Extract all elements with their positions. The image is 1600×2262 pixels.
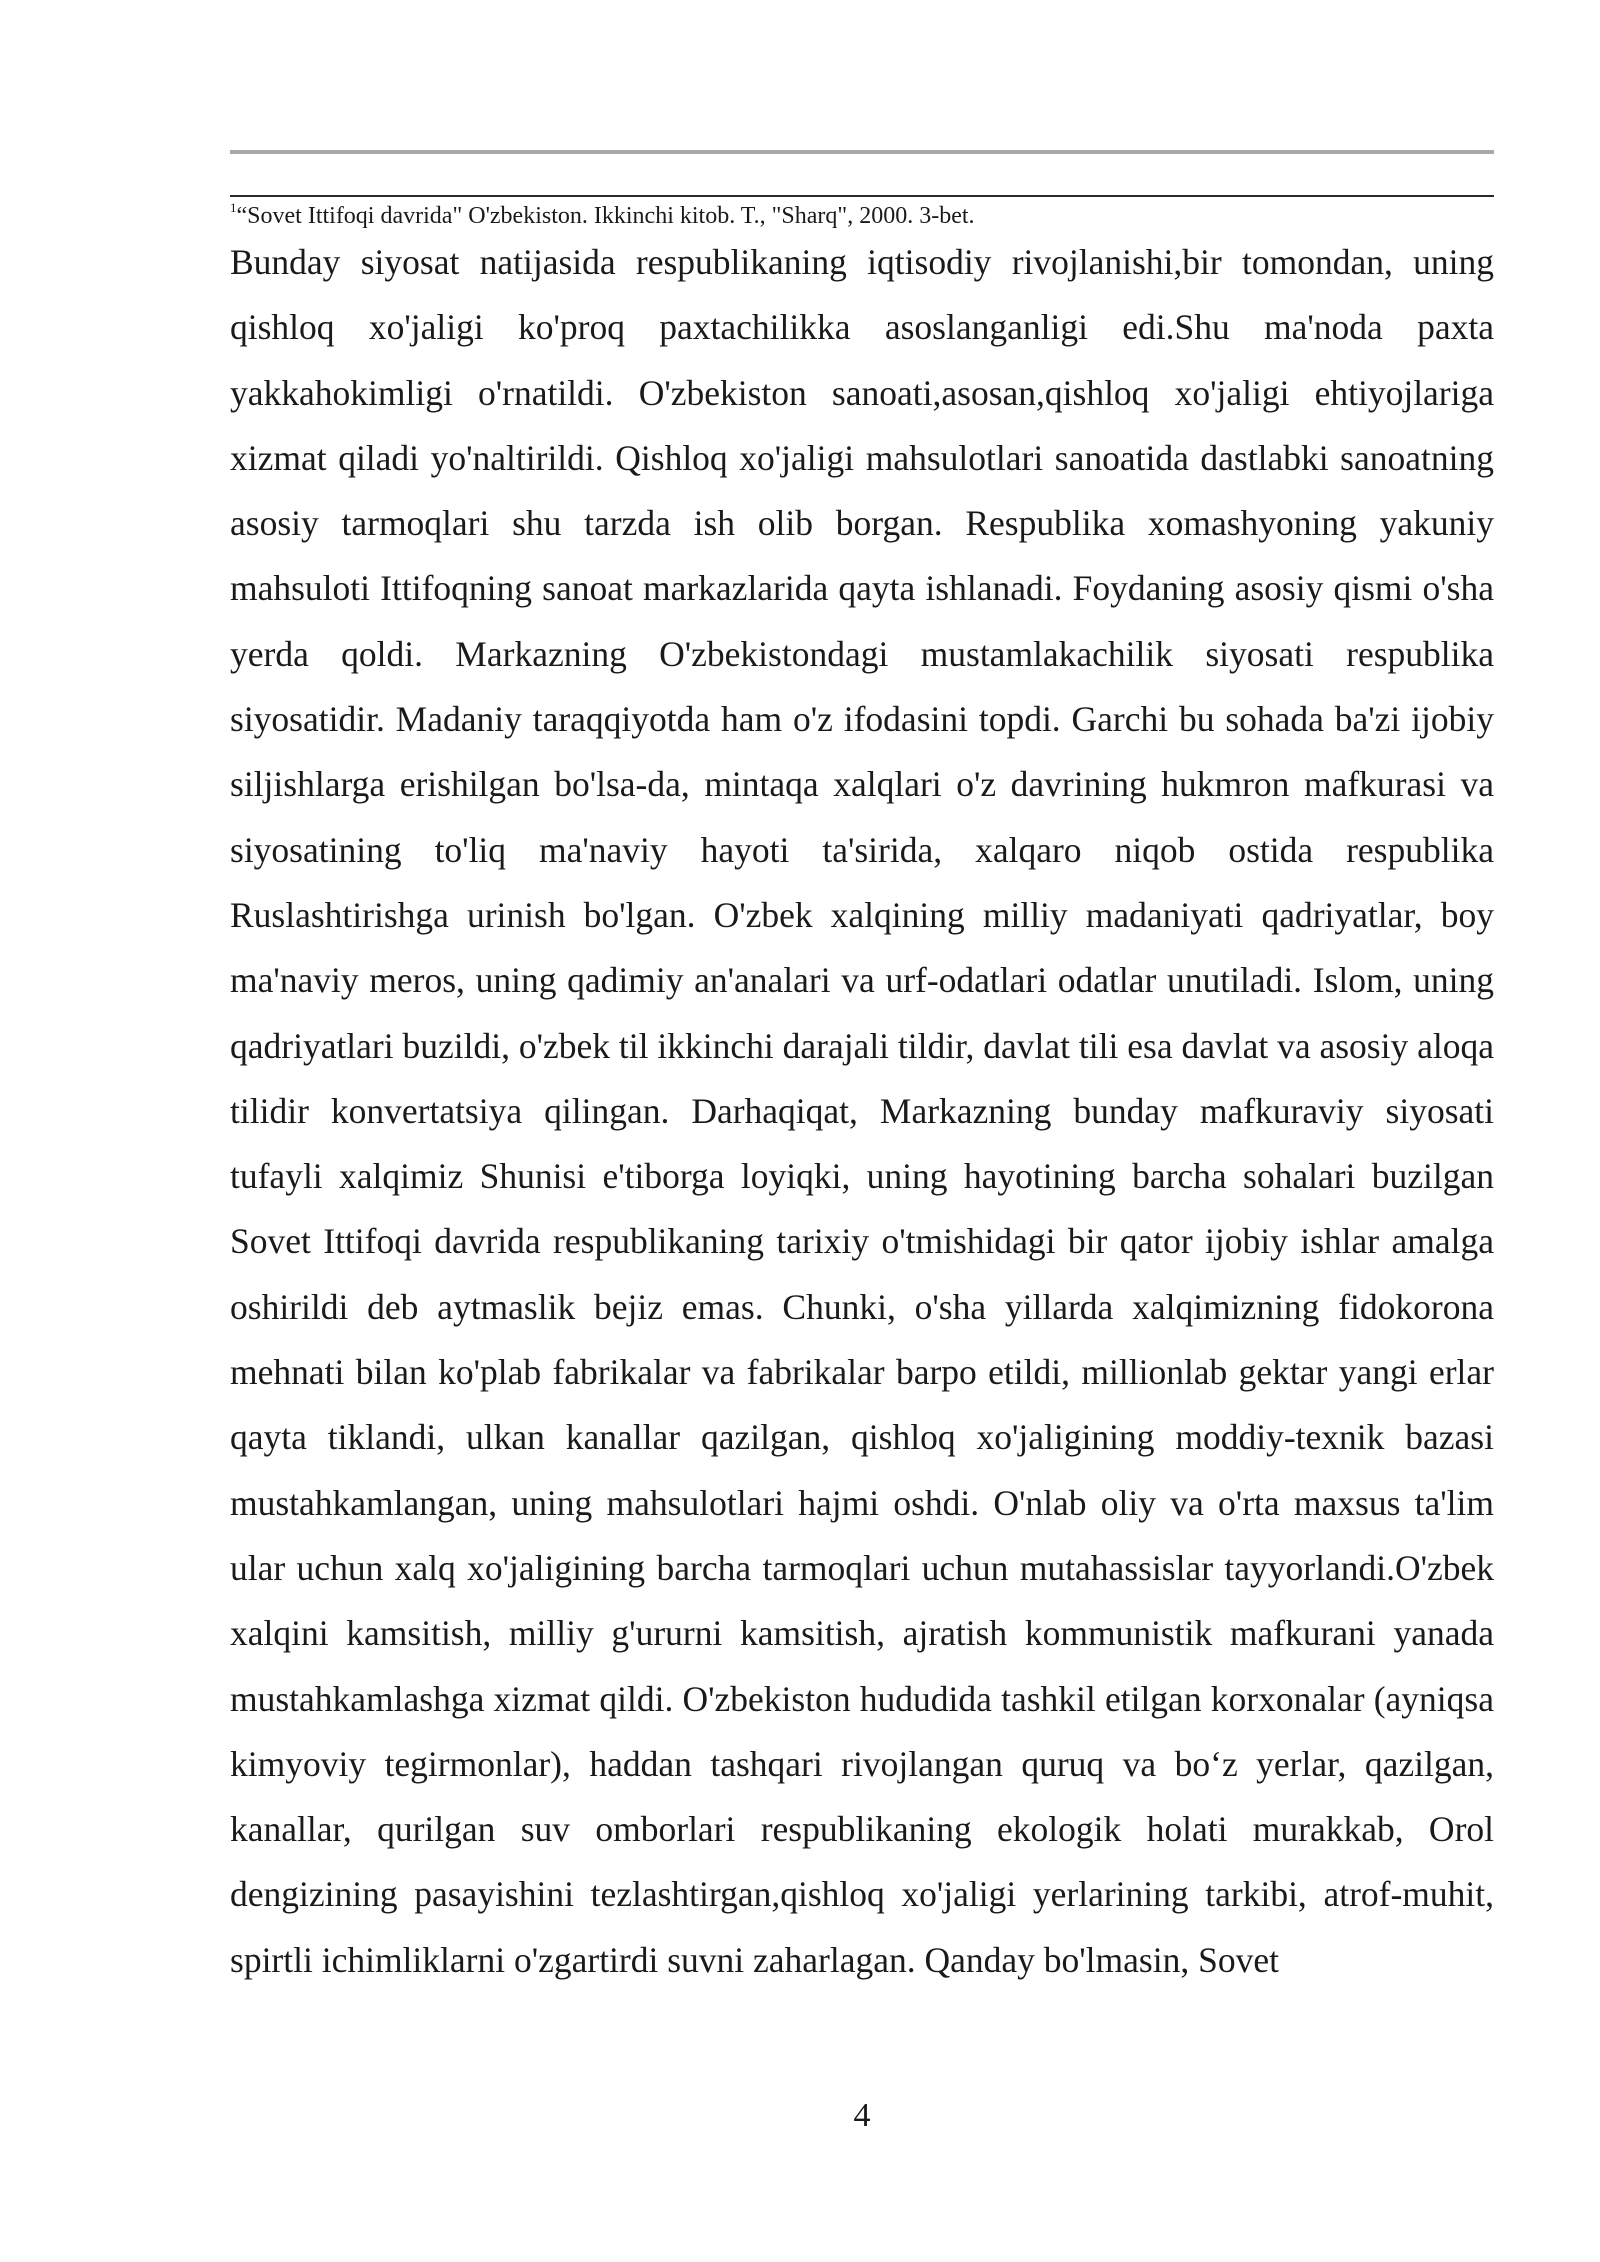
footnote-separator — [230, 195, 1494, 197]
footnote — [230, 201, 1494, 231]
header-rule — [230, 150, 1494, 154]
footnote-text: “Sovet Ittifoqi davrida" O'zbekiston. Ikkinchi kitob. T., "Sharq", 2000. 3-bet. — [236, 203, 975, 229]
body-paragraph: Bunday siyosat natijasida respublikaning iqtisodiy rivojlanishi,bir tomondan, uning qishloq xo'jaligi ko'proq paxtachilikka asoslanganligi edi.Shu ma'noda paxta yakkahokimligi o'rnatildi. O'zbekiston sanoati,asosan,qishloq xo'jaligi ehtiyojlariga xizmat qiladi yo'naltirildi. Qishloq xo'jaligi mahsulotlari sanoatida dastlabki sanoatning asosiy tarmoqlari shu tarzda ish olib borgan. Respublika xomashyoning yakuniy mahsuloti Ittifoqning sanoat markazlarida qayta ishlanadi. Foydaning asosiy qismi o'sha yerda qoldi. Markazning O'zbekistondagi mustamlakachilik siyosati respublika siyosatidir. Madaniy taraqqiyotda ham o'z ifodasini topdi. Garchi bu sohada ba'zi ijobiy siljishlarga erishilgan bo'lsa-da, mintaqa xalqlari o'z davrining hukmron mafkurasi va siyosatining to'liq ma'naviy hayoti ta'sirida, xalqaro niqob ostida respublika Ruslashtirishga urinish bo'lgan. O'zbek xalqining milliy madaniyati qadriyatlar, boy ma'naviy meros, uning qadimiy an'analari va urf-odatlari odatlar unutiladi. Islom, uning qadriyatlari buzildi, o'zbek til ikkinchi darajali tildir, davlat tili esa davlat va asosiy aloqa tilidir konvertatsiya qilingan. Darhaqiqat, Markazning bunday mafkuraviy siyosati tufayli xalqimiz Shunisi e'tiborga loyiqki, uning hayotining barcha sohalari buzilgan Sovet Ittifoqi davrida respublikaning tarixiy o'tmishidagi bir qator ijobiy ishlar amalga oshirildi deb aytmaslik bejiz emas. Chunki, o'sha yillarda xalqimizning fidokorona mehnati bilan ko'plab fabrikalar va fabrikalar barpo etildi, millionlab gektar yangi erlar qayta tiklandi, ulkan kanallar qazilgan, qishloq xo'jaligining moddiy-texnik bazasi mustahkamlangan, uning mahsulotlari hajmi oshdi. O'nlab oliy va o'rta maxsus ta'lim ular uchun xalq xo'jaligining barcha tarmoqlari uchun mutahassislar tayyorlandi.O'zbek xalqini kamsitish, milliy g'ururni kamsitish, ajratish kommunistik mafkurani yanada mustahkamlashga xizmat qildi. O'zbekiston hududida tashkil etilgan korxonalar (ayniqsa kimyoviy tegirmonlar), haddan tashqari rivojlangan quruq va bo‘z yerlar, qazilgan, kanallar, qurilgan suv omborlari respublikaning ekologik holati murakkab, Orol dengizining pasayishini tezlashtirgan,qishloq xo'jaligi yerlarining tarkibi, atrof-muhit, spirtli ichimliklarni o'zgartirdi suvni zaharlagan. Qanday bo'lmasin, Sovet — [230, 242, 1494, 1980]
footnote-marker: 1 — [230, 200, 237, 215]
page-number: 4 — [853, 2097, 871, 2134]
